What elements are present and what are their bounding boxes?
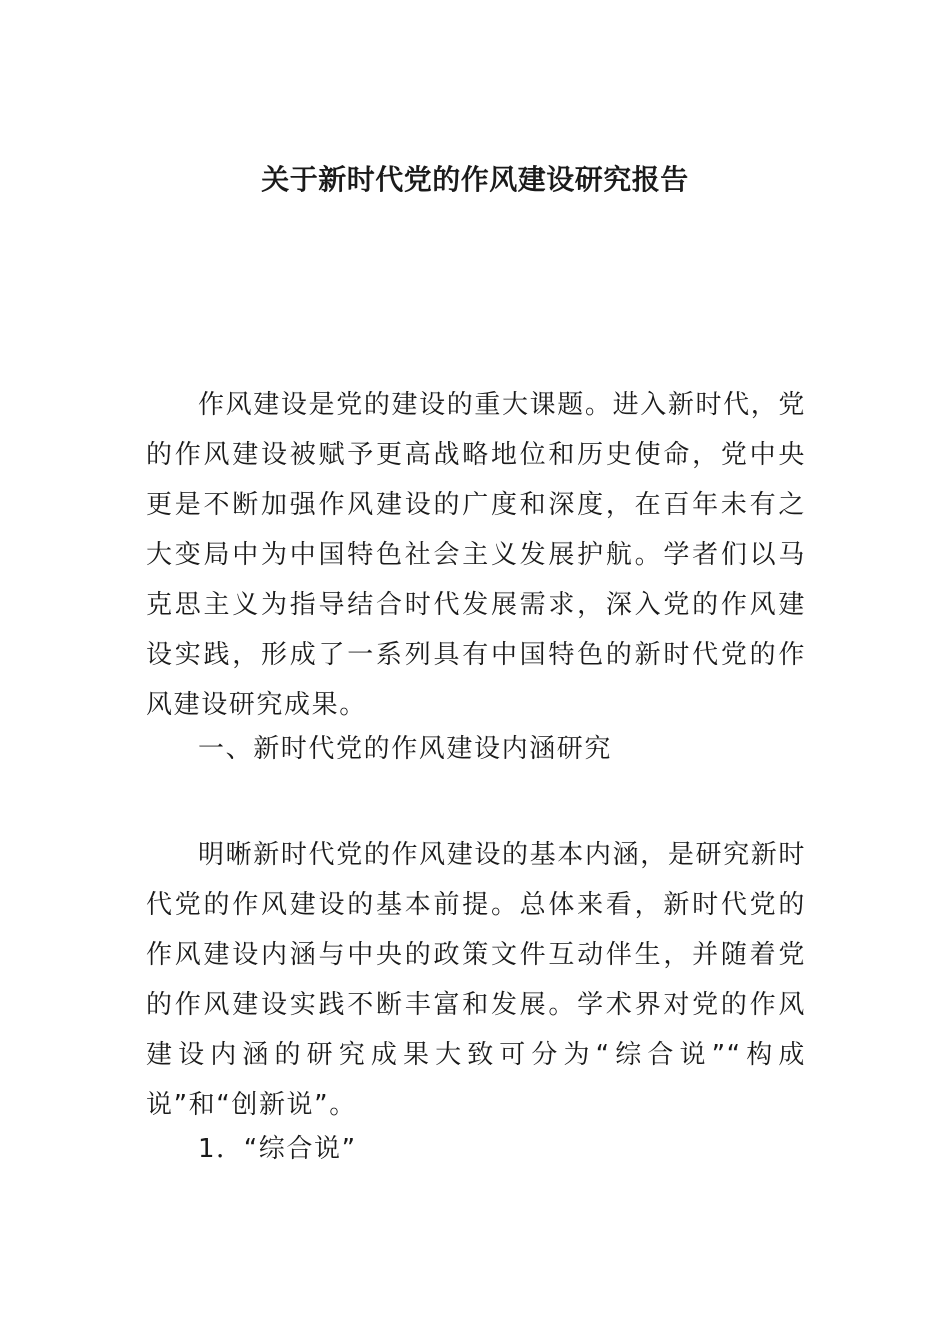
- section-heading: 一、新时代党的作风建设内涵研究: [198, 734, 613, 764]
- document-title: 关于新时代党的作风建设研究报告: [261, 163, 689, 196]
- intro-paragraph: 作风建设是党的建设的重大课题。进入新时代，党的作风建设被赋予更高战略地位和历史使命，党中央更是不断加强作风建设的广度和深度，在百年未有之大变局中为中国特色社会主义发展护航。学者们以马克思主义为指导结合时代发展需求，深入党的作风建设实践，形成了一系列具有中国特色的新时代党的作风建设研究成果。: [146, 390, 806, 720]
- subsection-heading: 1．“综合说”: [198, 1134, 357, 1164]
- body-paragraph: 明晰新时代党的作风建设的基本内涵，是研究新时代党的作风建设的基本前提。总体来看，新时代党的作风建设内涵与中央的政策文件互动伴生，并随着党的作风建设实践不断丰富和发展。学术界对党的作风建设内涵的研究成果大致可分为“综合说”“构成说”和“创新说”。: [146, 840, 806, 1120]
